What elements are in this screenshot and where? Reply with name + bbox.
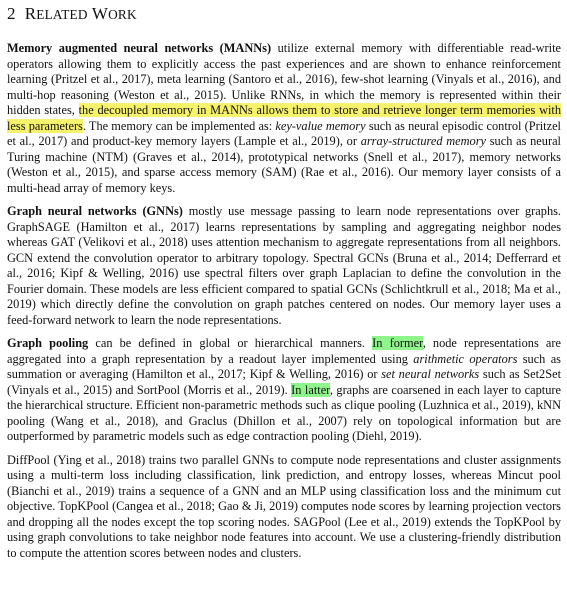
section-number: 2	[7, 4, 16, 23]
highlight-green: In latter	[291, 382, 330, 397]
highlight-green: In former	[372, 336, 423, 350]
paragraph-gnns: Graph neural networks (GNNs) mostly use message passing to learn node representations over graphs. GraphSAGE (Hamilton et al., 2017) learns representations by sampling and aggregating neighbor nodes whereas GAT (Velikovi et al., 2018) uses attention mechanism to aggregate representations from all neighbors. GCN extend the convolution operator to arbitrary topology. Spectral GCNs (Bruna et al., 2014; Defferrard et al., 2016; Kipf & Welling, 2016) use spectral filters over graph Laplacian to define the convolution in the Fourier domain. These models are less efficient compared to spatial GCNs (Schlichtkrull et al., 2018; Ma et al., 2019) which directly define the convolution on graph patches centered on nodes. Our memory layer uses a feed-forward network to learn the node representations.	[7, 204, 562, 327]
paragraph-graph-pooling: Graph pooling can be defined in global or hierarchical manners. In former, node representations are aggregated into a graph representation by a readout layer implemented using arithmetic operators such as summation or averaging (Hamilton et al., 2017; Kipf & Welling, 2016) or set neural networks such as Set2Set (Vinyals et al., 2015) and SortPool (Morris et al., 2019). In latter, graphs are coarsened in each layer to capture the hierarchical structure. Efficient non-parametric methods such as clique pooling (Luzhnica et al., 2019), kNN pooling (Wang et al., 2018), and Graclus (Dhillon et al., 2007) rely on topological information but are outperformed by parametric models such as edge contraction pooling (Diehl, 2019).	[7, 336, 561, 443]
paragraph-diffpool: DiffPool (Ying et al., 2018) trains two parallel GNNs to compute node representations and cluster assignments using a multi-term loss including classification, link prediction, and entropy losses, whereas Mincut pool (Bianchi et al., 2019) trains a sequence of a GNN and an MLP using classification loss and the minimum cut objective. TopKPool (Cangea et al., 2018; Gao & Ji, 2019) computes node scores by learning projection vectors and dropping all the nodes except the top scoring nodes. SAGPool (Lee et al., 2019) extends the TopKPool by using graph convolutions to take neighbor node features into account. We use a clustering-friendly distribution to compute the attention scores between nodes and clusters.	[7, 452, 561, 560]
paragraph-label: Graph neural networks (GNNs)	[7, 204, 183, 218]
paragraph-manns: Memory augmented neural networks (MANNs) utilize external memory with differentiable read-write operators allowing them to explicitly access the past experiences and are shown to enhance reinforcement learning (Pritzel et al., 2017), meta learning (Santoro et al., 2016), few-shot learning (Vinyals et al., 2016), and multi-hop reasoning (Weston et al., 2015). Unlike RNNs, in which the memory is represented within their hidden states, the decoupled memory in MANNs allows them to store and retrieve longer term memories with less parameters. The memory can be implemented as: key-value memory such as neural episodic control (Pritzel et al., 2017) and product-key memory layers (Lample et al., 2019), or array-structured memory such as neural Turing machine (NTM) (Graves et al., 2014), prototypical networks (Snell et al., 2017), memory networks (Weston et al., 2015), and sparse access memory (SAM) (Rae et al., 2016). Our memory layer consists of a multi-head array of memory keys.	[7, 41, 562, 195]
paragraph-label: Memory augmented neural networks (MANNs)	[7, 41, 272, 55]
highlight-yellow: the decoupled memory in MANNs allows them to store and retrieve longer term memories with less parameters	[7, 103, 562, 133]
section-heading: 2 RELATED WORK	[7, 4, 137, 23]
paragraph-label: Graph pooling	[7, 336, 89, 350]
